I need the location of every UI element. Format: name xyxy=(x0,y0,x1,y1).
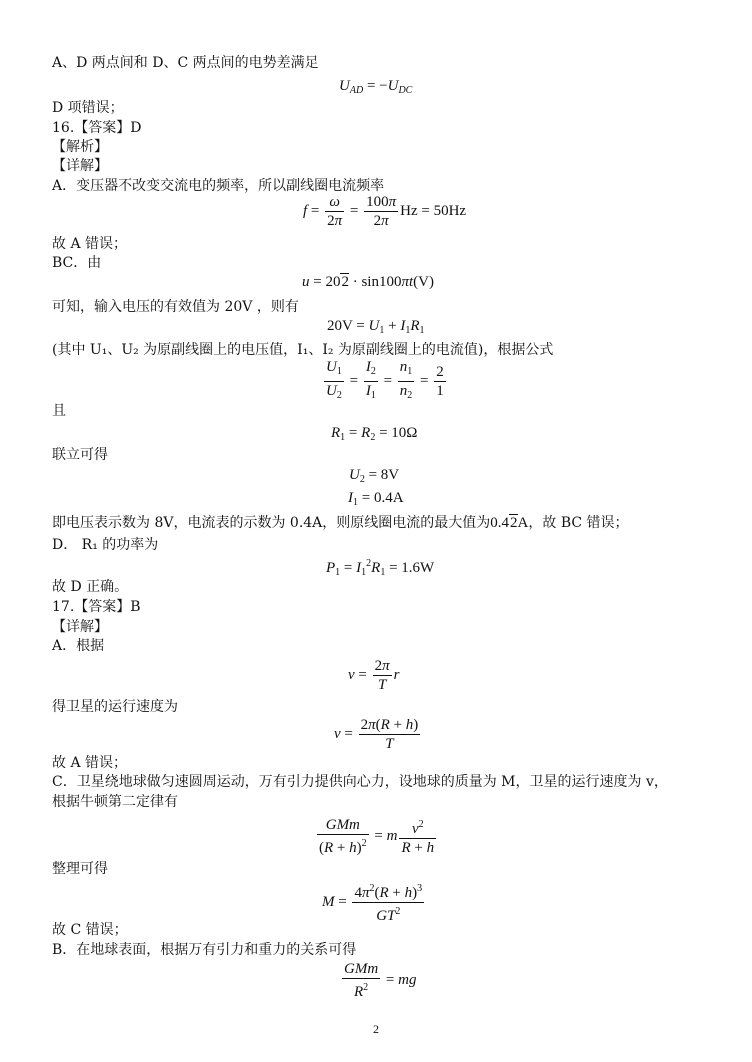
section-heading: 【解析】 xyxy=(52,139,108,155)
text-line: D 项错误； xyxy=(52,100,124,116)
equation-e11: v = $\frac{2\pi}{T}$ r xyxy=(348,658,400,693)
question-17-answer: 17.【答案】B xyxy=(52,599,141,615)
equation-e8: $I_1 = 0.4A$ xyxy=(348,490,404,508)
equation-e3: u = 202 · sin100πt(V) xyxy=(302,274,434,290)
equation-e12: v = $\frac{2\pi(R + h)}{T}$ xyxy=(334,717,419,752)
text-segment: ，故 BC 错误； xyxy=(528,515,629,531)
text-line: (其中 U₁、U₂ 为原副线圈上的电压值，I₁、I₂ 为原副线圈上的电流值)，根据公式 xyxy=(52,342,554,358)
equation-e4: $20V = U_1 + I_1R_1$ xyxy=(327,318,425,336)
inline-equation: 0.42A xyxy=(490,515,529,531)
section-heading: 【详解】 xyxy=(52,619,108,635)
text-line: 得卫星的运行速度为 xyxy=(52,699,178,715)
equation-e15: GMm $R^2$ = mg xyxy=(344,961,417,1000)
equation-e1: $U_{AD} = -U_{DC}$ xyxy=(339,78,413,96)
equation-e5: $\frac{U_1}{U_2}$ = $\frac{I_2}{I_1}$ = $\frac{n_1}{n_2}$ = $\frac{2}{1}$ xyxy=(326,359,444,401)
text-line: A、D 两点间和 D、C 两点间的电势差满足 xyxy=(52,55,319,71)
text-line: 故 D 正确。 xyxy=(52,579,129,595)
text-line: D． R₁ 的功率为 xyxy=(52,537,159,553)
text-line: A．变压器不改变交流电的频率，所以副线圈电流频率 xyxy=(52,178,385,194)
text-line: 故 C 错误； xyxy=(52,922,128,938)
text-line: 联立可得 xyxy=(52,447,108,463)
page-number: 2 xyxy=(373,1022,379,1036)
text-line: B．在地球表面，根据万有引力和重力的关系可得 xyxy=(52,942,357,958)
equation-e2: f = $\frac{\omega}{2\pi}$ = $\frac{100\pi}{2\pi}$ Hz = 50Hz xyxy=(303,194,467,229)
text-line: 故 A 错误； xyxy=(52,755,128,771)
equation-e10: $P_1 = I_1^2R_1 = 1.6W$ xyxy=(326,558,435,578)
text-line: BC．由 xyxy=(52,255,102,271)
equation-e14: M = $\frac{4\pi^2(R + h)^3}{GT^2}$ xyxy=(322,880,426,925)
equation-e6: $R_1 = R_2 = 10\Omega$ xyxy=(331,425,418,443)
text-line xyxy=(52,514,629,532)
text-line: C．卫星绕地球做匀速圆周运动，万有引力提供向心力，设地球的质量为 M，卫星的运行速度为 v， xyxy=(52,774,668,790)
text-line: 故 A 错误； xyxy=(52,236,128,252)
equation-e7: $U_2 = 8V$ xyxy=(349,467,400,485)
text-line: 且 xyxy=(52,403,66,419)
section-heading: 【详解】 xyxy=(52,158,108,174)
text-line: A．根据 xyxy=(52,638,105,654)
equation-e13: GMm $(R + h)^2$ = m $\frac{v^2}{R + h}$ xyxy=(319,817,435,856)
text-segment: 即电压表示数为 8V，电流表的示数为 0.4A，则原线圈电流的最大值为 xyxy=(52,515,491,531)
text-line: 整理可得 xyxy=(52,861,108,877)
text-line: 根据牛顿第二定律有 xyxy=(52,794,178,810)
text-line: 可知，输入电压的有效值为 20V ，则有 xyxy=(52,299,299,315)
question-16-answer: 16.【答案】D xyxy=(52,120,142,136)
